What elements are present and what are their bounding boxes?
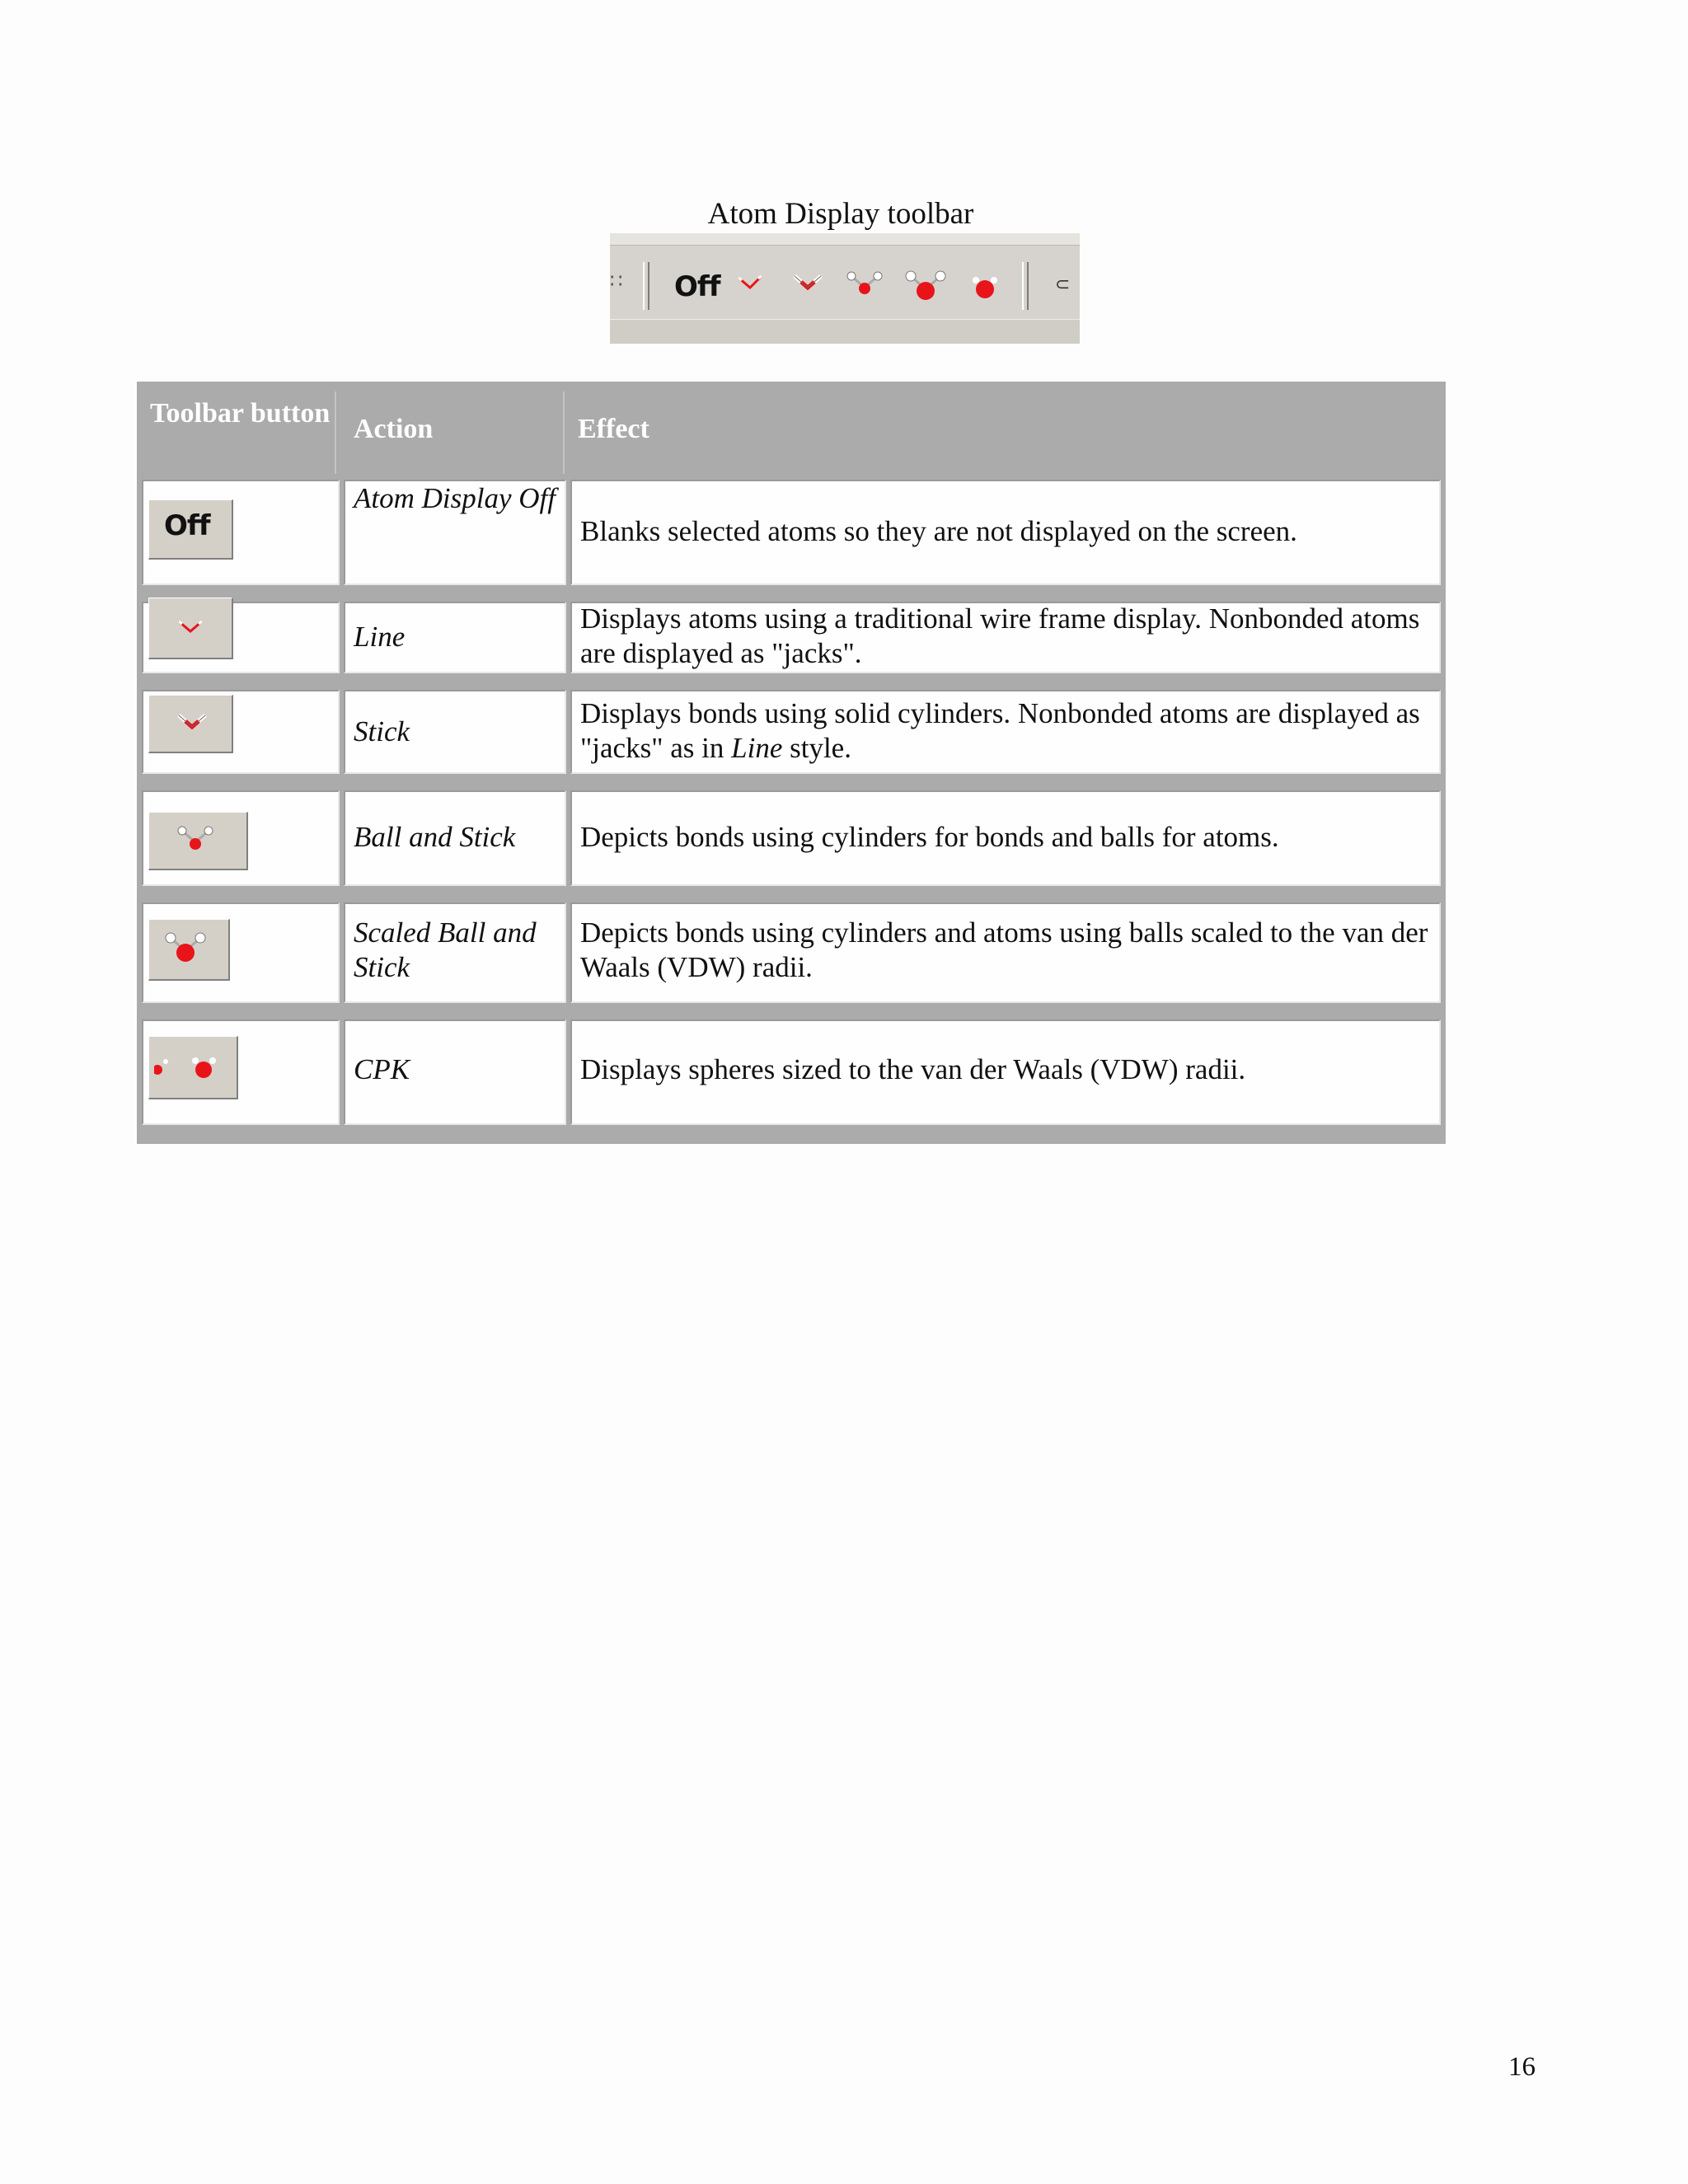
atom-display-table <box>137 382 1446 1144</box>
toolbar-grip[interactable] <box>643 262 649 310</box>
effect-text: Depicts bonds using cylinders for bonds and balls for atoms. <box>580 821 1279 853</box>
figure-caption: Atom Display toolbar <box>707 197 974 231</box>
table-row-cpk-effect <box>570 1019 1441 1125</box>
table-row-off-action <box>344 480 566 585</box>
table-row-off-effect <box>570 480 1441 585</box>
toolbar-line-icon[interactable] <box>734 266 767 299</box>
toolbar-next-icon: ⊂ <box>1055 274 1071 295</box>
header-effect: Effect <box>578 414 649 444</box>
toolbar-scaled-ball-and-stick-icon[interactable] <box>903 266 949 307</box>
line-button[interactable] <box>148 598 233 659</box>
effect-text-part: Displays bonds using solid cylinders. Nonbonded atoms are displayed as "jacks" as in <box>580 697 1420 764</box>
cpk-icon <box>154 1045 228 1090</box>
toolbar-top-strip <box>610 233 1080 246</box>
toolbar-bottom-strip <box>610 319 1080 344</box>
table-row-line-action <box>344 602 566 673</box>
off-button[interactable] <box>148 499 233 560</box>
toolbar-cpk-icon[interactable] <box>964 266 1006 307</box>
header-action: Action <box>354 414 434 444</box>
off-button-label: Off <box>164 509 210 542</box>
header-toolbar-button: Toolbar button <box>150 398 331 429</box>
stick-icon <box>174 707 210 737</box>
action-text: Atom Display Off <box>354 482 556 514</box>
table-row-off-button-cell <box>142 480 340 585</box>
table-row-cpk-button-cell <box>142 1019 340 1125</box>
toolbar-grip-right[interactable] <box>1022 262 1029 310</box>
scaled-ball-and-stick-icon <box>161 926 210 971</box>
table-row-scaled-ball-and-stick-button-cell <box>142 902 340 1003</box>
scaled-ball-and-stick-button[interactable] <box>148 919 230 981</box>
table-row-stick-button-cell <box>142 690 340 774</box>
effect-text: Depicts bonds using cylinders and atoms using balls scaled to the van der Waals (VDW) radii. <box>580 916 1428 983</box>
effect-text: Displays spheres sized to the van der Waals (VDW) radii. <box>580 1053 1246 1085</box>
table-row-line-button-cell <box>142 602 340 673</box>
page-number: 16 <box>1508 2052 1536 2082</box>
table-row-cpk-action <box>344 1019 566 1125</box>
cpk-button[interactable] <box>148 1036 238 1099</box>
toolbar-edge-icon: ∷ <box>610 269 623 293</box>
action-text: Line <box>354 621 406 653</box>
toolbar-stick-icon[interactable] <box>790 266 826 299</box>
effect-text: Blanks selected atoms so they are not displayed on the screen. <box>580 515 1297 547</box>
header-divider <box>563 391 565 474</box>
toolbar-off-button[interactable]: Off <box>674 270 720 303</box>
action-text: Stick <box>354 715 410 748</box>
effect-text: Displays atoms using a traditional wire frame display. Nonbonded atoms are displayed as "jacks". <box>580 602 1420 669</box>
table-row-stick-action <box>344 690 566 774</box>
table-row-line-effect <box>570 602 1441 673</box>
ball-and-stick-icon <box>171 821 220 859</box>
table-row-ball-and-stick-action <box>344 790 566 886</box>
table-row-ball-and-stick-button-cell <box>142 790 340 886</box>
ball-and-stick-button[interactable] <box>148 812 248 870</box>
atom-display-toolbar <box>610 233 1080 344</box>
stick-button[interactable] <box>148 695 233 753</box>
table-row-scaled-ball-and-stick-action <box>344 902 566 1003</box>
action-text: CPK <box>354 1053 410 1085</box>
table-row-ball-and-stick-effect <box>570 790 1441 886</box>
toolbar-ball-and-stick-icon[interactable] <box>845 266 884 302</box>
effect-text-italic: Line <box>731 732 783 764</box>
table-row-scaled-ball-and-stick-effect <box>570 902 1441 1003</box>
effect-text-part: style. <box>782 732 851 764</box>
line-icon <box>174 615 207 640</box>
table-row-stick-effect <box>570 690 1441 774</box>
action-text: Scaled Ball and Stick <box>354 916 537 983</box>
header-divider <box>335 391 336 474</box>
effect-text <box>580 696 1432 766</box>
action-text: Ball and Stick <box>354 821 516 853</box>
